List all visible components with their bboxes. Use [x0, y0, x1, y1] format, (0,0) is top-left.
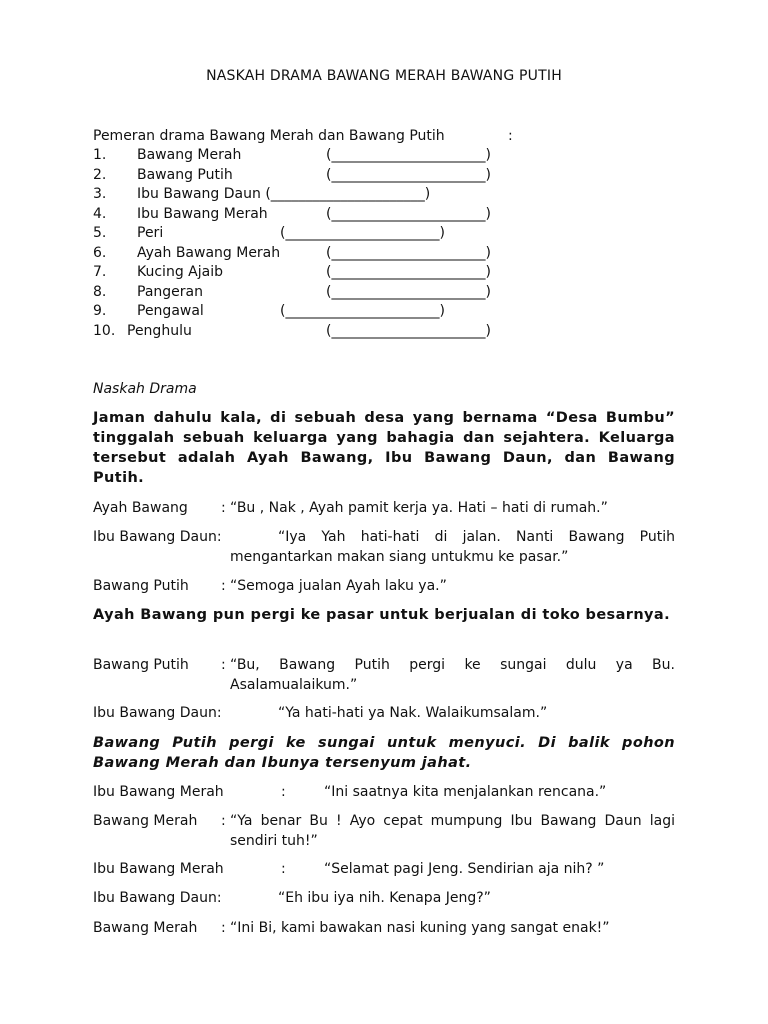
name-blank: (______________________)	[326, 147, 491, 163]
speaker-colon: :	[221, 657, 226, 673]
cast-number: 8.	[93, 284, 107, 300]
cast-number: 3.	[93, 186, 107, 202]
speaker-name: Bawang Merah	[93, 813, 198, 829]
speaker-colon: :	[281, 784, 286, 800]
name-blank: (______________________)	[326, 264, 491, 280]
cast-intro-colon: :	[508, 128, 513, 144]
dialogue-text: “Ya hati-hati ya Nak. Walaikumsalam.”	[278, 705, 548, 721]
name-blank: (______________________)	[326, 245, 491, 261]
cast-role: Peri	[137, 225, 164, 241]
narration-paragraph: Bawang Putih pergi ke sungai untuk menyuci. Di balik pohon Bawang Merah dan Ibunya tersenyum jahat.	[93, 735, 675, 771]
speaker-colon: :	[221, 920, 226, 936]
cast-intro: Pemeran drama Bawang Merah dan Bawang Putih	[93, 128, 445, 144]
name-blank: (______________________)	[326, 284, 491, 300]
dialogue-text: “Semoga jualan Ayah laku ya.”	[230, 578, 447, 594]
cast-number: 2.	[93, 167, 107, 183]
dialogue-text: “Ini saatnya kita menjalankan rencana.”	[324, 784, 607, 800]
speaker-name: Ibu Bawang Daun:	[93, 890, 222, 906]
name-blank: (______________________)	[326, 167, 491, 183]
speaker-colon: :	[221, 578, 226, 594]
cast-number: 5.	[93, 225, 107, 241]
cast-number: 6.	[93, 245, 107, 261]
cast-role: Pangeran	[137, 284, 203, 300]
speaker-name: Ibu Bawang Merah	[93, 784, 224, 800]
name-blank: (______________________)	[280, 303, 445, 319]
speaker-name: Ayah Bawang	[93, 500, 188, 516]
dialogue-text: “Iya Yah hati-hati di jalan. Nanti Bawang Putih mengantarkan makan siang untukmu ke pasar.”	[230, 529, 675, 565]
name-blank: (______________________)	[326, 323, 491, 339]
dialogue-text: “Bu , Nak , Ayah pamit kerja ya. Hati – hati di rumah.”	[230, 500, 608, 516]
speaker-name: Ibu Bawang Merah	[93, 861, 224, 877]
dialogue-text: “Ini Bi, kami bawakan nasi kuning yang sangat enak!”	[230, 920, 610, 936]
narration-paragraph: Jaman dahulu kala, di sebuah desa yang bernama “Desa Bumbu” tinggalah sebuah keluarga yang bahagia dan sejahtera. Keluarga tersebut adalah Ayah Bawang, Ibu Bawang Daun, dan Bawang Putih.	[93, 410, 675, 486]
speaker-colon: :	[221, 500, 226, 516]
cast-role: Bawang Merah	[137, 147, 242, 163]
cast-role: Ayah Bawang Merah	[137, 245, 281, 261]
cast-role: Penghulu	[127, 323, 192, 339]
speaker-name: Bawang Putih	[93, 657, 189, 673]
cast-role: Pengawal	[137, 303, 204, 319]
speaker-colon: :	[221, 813, 226, 829]
cast-number: 9.	[93, 303, 107, 319]
name-blank: (______________________)	[280, 225, 445, 241]
name-blank: (______________________)	[326, 206, 491, 222]
speaker-name: Bawang Merah	[93, 920, 198, 936]
speaker-name: Bawang Putih	[93, 578, 189, 594]
speaker-colon: :	[281, 861, 286, 877]
dialogue-text: “Eh ibu iya nih. Kenapa Jeng?”	[278, 890, 491, 906]
dialogue-text: “Bu, Bawang Putih pergi ke sungai dulu ya Bu. Asalamualaikum.”	[230, 657, 675, 693]
cast-number: 10.	[93, 323, 116, 339]
dialogue-text: “Ya benar Bu ! Ayo cepat mumpung Ibu Bawang Daun lagi sendiri tuh!”	[230, 813, 675, 849]
narration-paragraph: Ayah Bawang pun pergi ke pasar untuk berjualan di toko besarnya.	[93, 607, 670, 623]
cast-role: Ibu Bawang Daun (______________________)	[137, 186, 431, 202]
cast-role: Ibu Bawang Merah	[137, 206, 268, 222]
speaker-name: Ibu Bawang Daun:	[93, 529, 222, 545]
speaker-name: Ibu Bawang Daun:	[93, 705, 222, 721]
dialogue-text: “Selamat pagi Jeng. Sendirian aja nih? ”	[324, 861, 605, 877]
cast-number: 7.	[93, 264, 107, 280]
cast-role: Kucing Ajaib	[137, 264, 223, 280]
section-heading: Naskah Drama	[93, 381, 197, 397]
cast-role: Bawang Putih	[137, 167, 233, 183]
cast-number: 4.	[93, 206, 107, 222]
cast-number: 1.	[93, 147, 107, 163]
page-title: NASKAH DRAMA BAWANG MERAH BAWANG PUTIH	[206, 68, 562, 84]
